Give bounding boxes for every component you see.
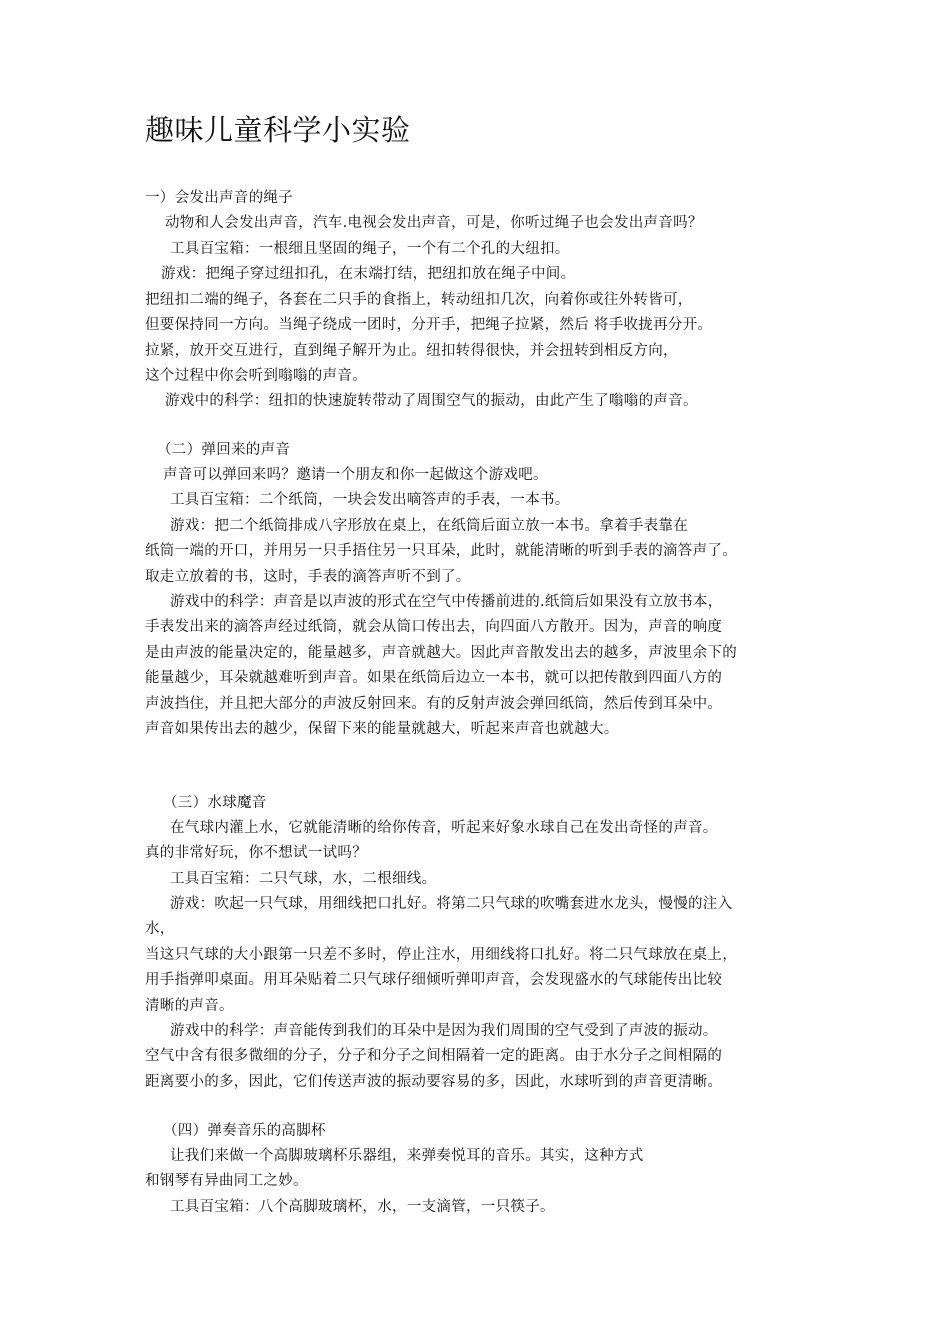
- paragraph-line: 能量越少，耳朵就越难听到声音。如果在纸筒后边立一本书，就可以把传散到四面八方的: [145, 670, 723, 686]
- paragraph-line: 声音可以弹回来吗？邀请一个朋友和你一起做这个游戏吧。: [163, 467, 548, 483]
- paragraph-line: 在气球内灌上水，它就能清晰的给你传音，听起来好象水球自己在发出奇怪的声音。: [170, 820, 718, 836]
- paragraph-line: 声波挡住，并且把大部分的声波反射回来。有的反射声波会弹回纸筒，然后传到耳朵中。: [145, 696, 723, 712]
- paragraph-line: 游戏：把二个纸筒排成八字形放在桌上，在纸筒后面立放一本书。拿着手表靠在: [170, 518, 688, 534]
- paragraph-line: 水，: [145, 921, 175, 937]
- paragraph-line: 但要保持同一方向。当绳子绕成一团时，分开手，把绳子拉紧，然后 将手收拢再分开。: [145, 317, 713, 333]
- paragraph-line: 纸筒一端的开口，并用另一只手捂住另一只耳朵，此时，就能清晰的听到手表的滴答声了。: [145, 543, 737, 559]
- paragraph-line: 把纽扣二端的绳子，各套在二只手的食指上，转动纽扣几次，向着你或往外转皆可，: [145, 292, 693, 308]
- section-heading: （二）弹回来的声音: [157, 442, 291, 458]
- paragraph-line: 真的非常好玩，你不想试一试吗？: [145, 845, 367, 861]
- paragraph-line: 声音如果传出去的越少，保留下来的能量就越大，听起来声音也就越大。: [145, 721, 619, 737]
- paragraph-line: 游戏：吹起一只气球，用细线把口扎好。将第二只气球的吹嘴套进水龙头，慢慢的注入: [170, 896, 733, 912]
- paragraph-line: 游戏中的科学：声音是以声波的形式在空气中传播前进的.纸筒后如果没有立放书本，: [170, 594, 723, 610]
- paragraph-line: 距离要小的多，因此，它们传送声波的振动要容易的多，因此，水球听到的声音更清晰。: [145, 1074, 723, 1090]
- paragraph-line: 拉紧，放开交互进行，直到绳子解开为止。纽扣转得很快，并会扭转到相反方向，: [145, 343, 678, 359]
- paragraph-line: 工具百宝箱：八个高脚玻璃杯，水，一支滴管，一只筷子。: [170, 1199, 555, 1215]
- paragraph-line: 用手指弹叩桌面。用耳朵贴着二只气球仔细倾听弹叩声音，会发现盛水的气球能传出比较: [145, 972, 723, 988]
- paragraph-line: 游戏中的科学：声音能传到我们的耳朵中是因为我们周围的空气受到了声波的振动。: [170, 1023, 718, 1039]
- section-heading: （四）弹奏音乐的高脚杯: [163, 1123, 326, 1139]
- paragraph-line: 动物和人会发出声音，汽车.电视会发出声音，可是，你听过绳子也会发出声音吗？: [165, 215, 703, 231]
- paragraph-line: 游戏中的科学：纽扣的快速旋转带动了周围空气的振动，由此产生了嗡嗡的声音。: [165, 393, 698, 409]
- paragraph-line: 当这只气球的大小跟第一只差不多时，停止注水，用细线将口扎好。将二只气球放在桌上，: [145, 947, 737, 963]
- paragraph-line: 游戏：把绳子穿过纽扣孔，在末端打结，把纽扣放在绳子中间。: [161, 266, 576, 282]
- paragraph-line: 手表发出来的滴答声经过纸筒，就会从筒口传出去，向四面八方散开。因为，声音的响度: [145, 619, 723, 635]
- paragraph-line: 工具百宝箱：二只气球，水，二根细线。: [170, 871, 437, 887]
- paragraph-line: 清晰的声音。: [145, 998, 234, 1014]
- document-title: 趣味儿童科学小实验: [145, 113, 411, 147]
- paragraph-line: 是由声波的能量决定的，能量越多，声音就越大。因此声音散发出去的越多，声波里余下的: [145, 645, 737, 661]
- paragraph-line: 工具百宝箱：一根细且坚固的绳子，一个有二个孔的大纽扣。: [170, 241, 570, 257]
- section-heading: （三）水球魔音: [163, 795, 267, 811]
- paragraph-line: 这个过程中你会听到嗡嗡的声音。: [145, 368, 367, 384]
- paragraph-line: 空气中含有很多微细的分子，分子和分子之间相隔着一定的距离。由于水分子之间相隔的: [145, 1048, 723, 1064]
- paragraph-line: 工具百宝箱：二个纸筒，一块会发出嘀答声的手表，一本书。: [170, 492, 570, 508]
- paragraph-line: 取走立放着的书，这时，手表的滴答声听不到了。: [145, 569, 471, 585]
- paragraph-line: 让我们来做一个高脚玻璃杯乐器组，来弹奏悦耳的音乐。其实，这种方式: [170, 1148, 644, 1164]
- paragraph-line: 和钢琴有异曲同工之妙。: [145, 1173, 308, 1189]
- section-heading: 一）会发出声音的绳子: [145, 190, 293, 206]
